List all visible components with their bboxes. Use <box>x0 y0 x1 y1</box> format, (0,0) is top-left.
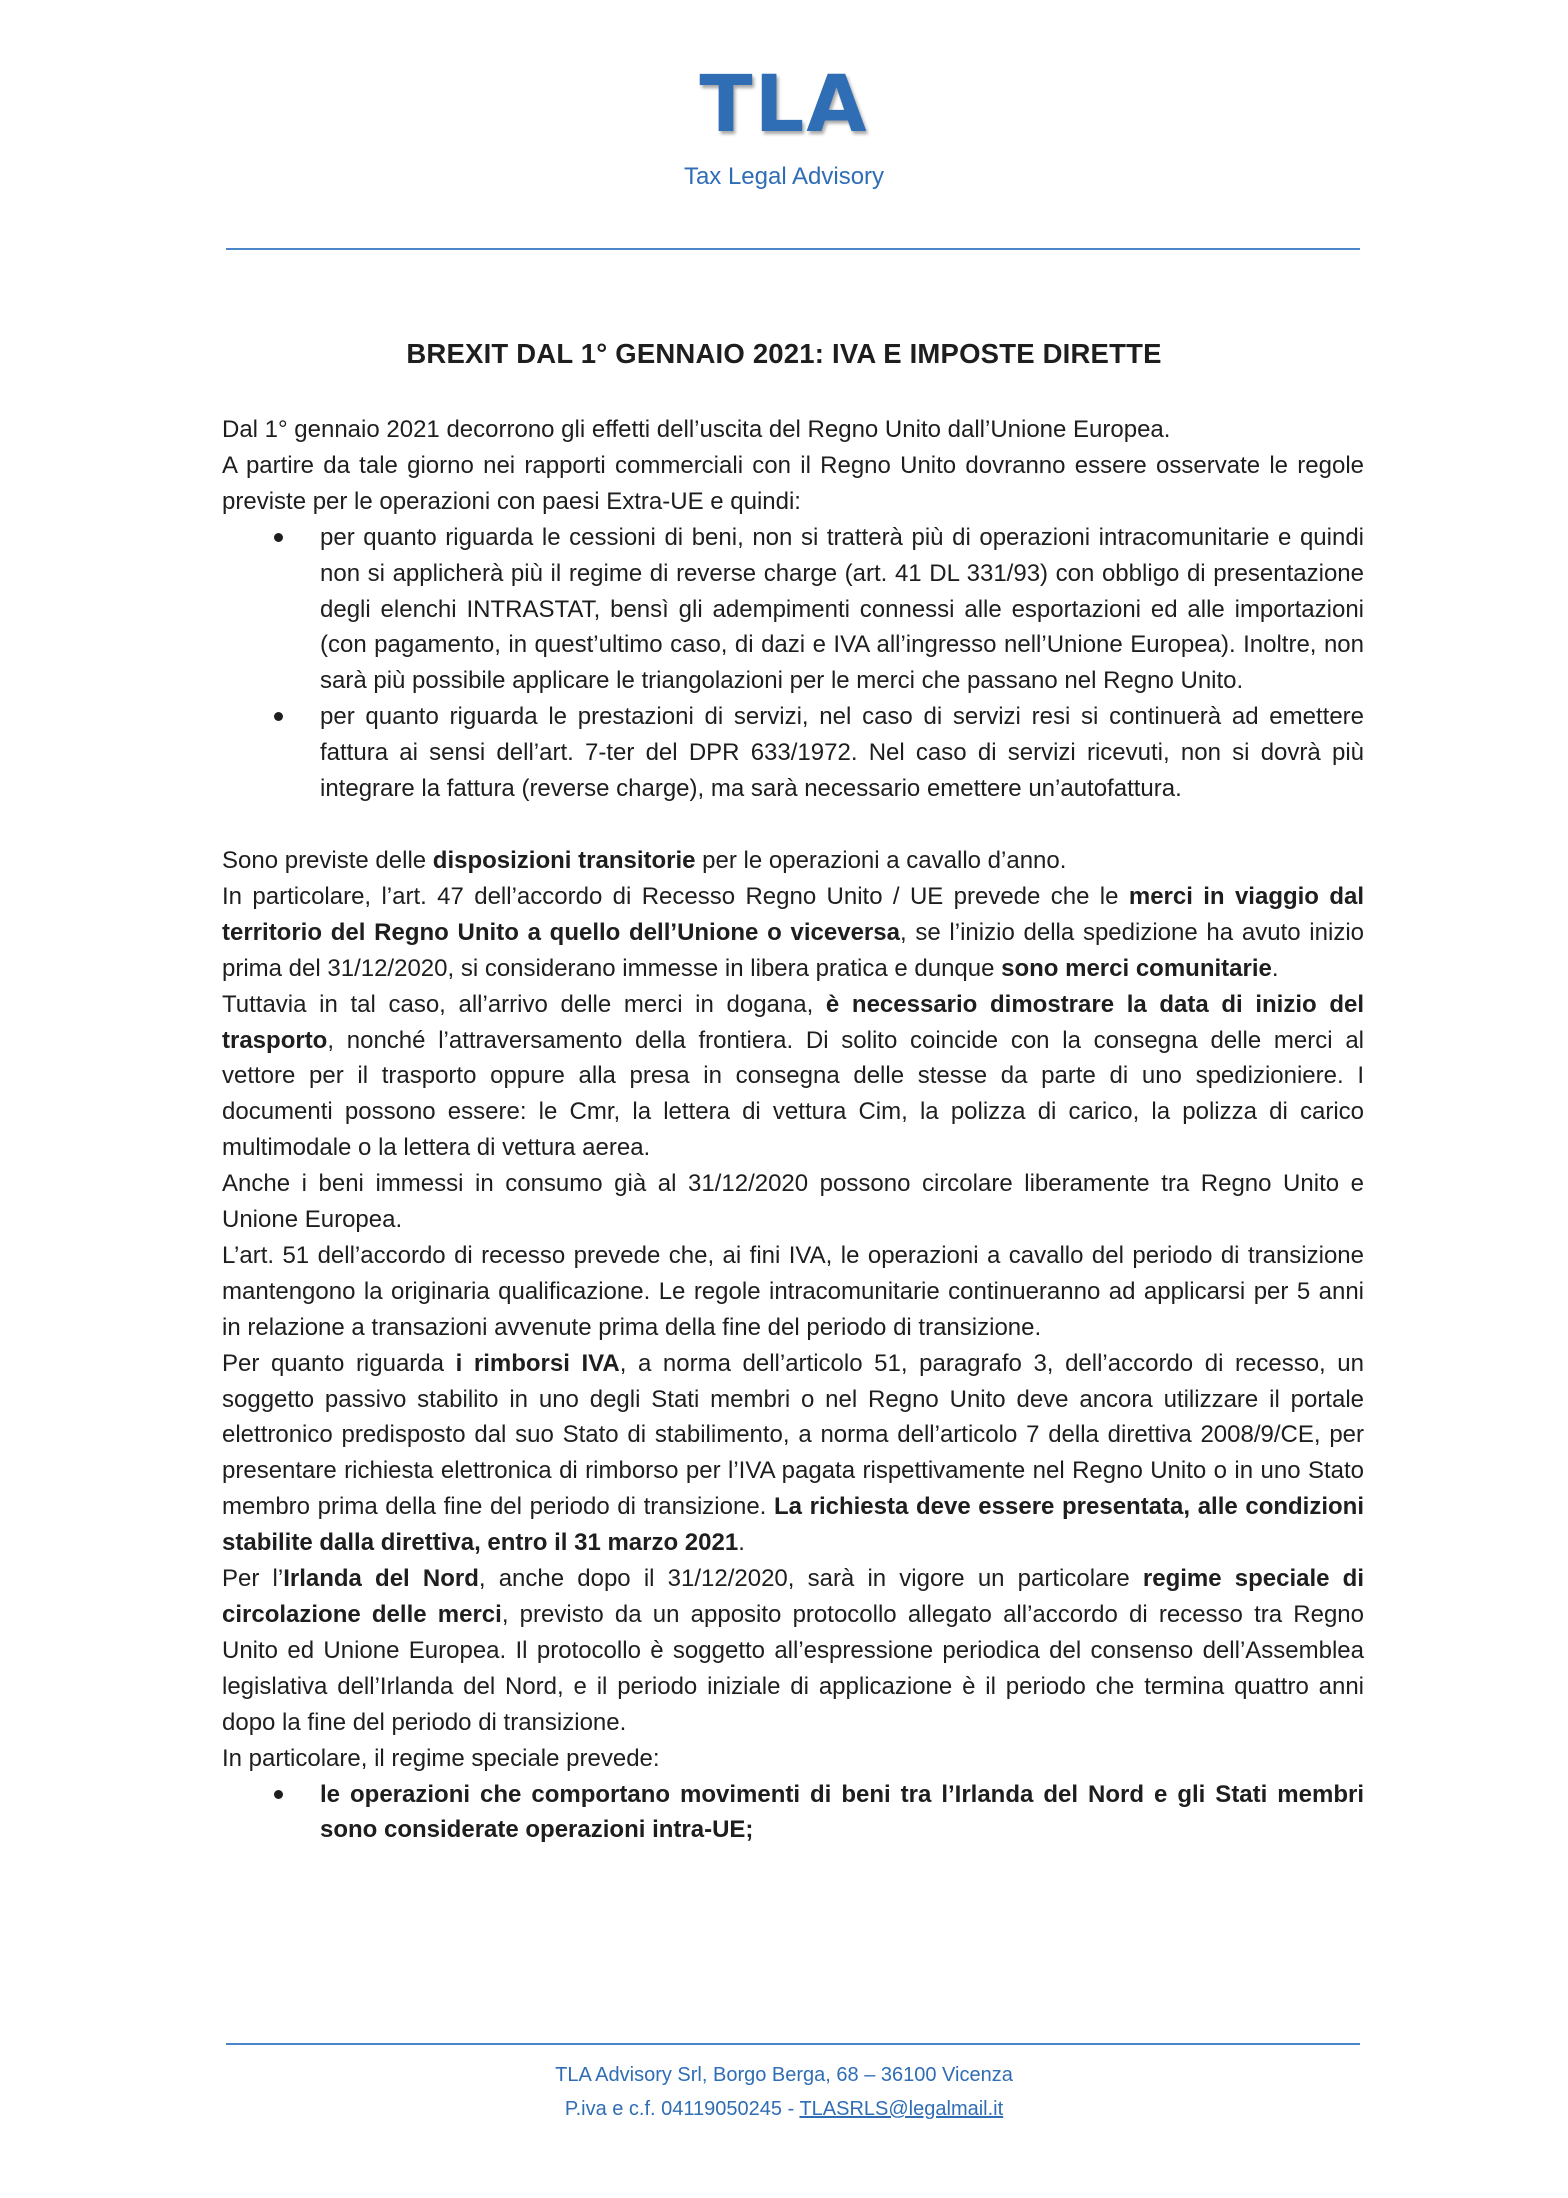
document-title: BREXIT DAL 1° GENNAIO 2021: IVA E IMPOSTE DIRETTE <box>406 338 1162 369</box>
paragraph-gap <box>222 807 1364 843</box>
paragraph: A partire da tale giorno nei rapporti commerciali con il Regno Unito dovranno essere osservate le regole previste per le operazioni con paesi Extra-UE e quindi: <box>222 451 1364 515</box>
text-run: per le operazioni a cavallo d’anno. <box>695 846 1067 874</box>
text-run: . <box>738 1529 745 1557</box>
paragraph <box>222 843 1364 879</box>
paragraph <box>222 879 1364 987</box>
footer-email-link[interactable]: TLASRLS@legalmail.it <box>799 2098 1004 2120</box>
list-item-text: le operazioni che comportano movimenti di beni tra l’Irlanda del Nord e gli Stati membri sono considerate operazioni intra-UE; <box>320 1780 1364 1844</box>
paragraph: Anche i beni immessi in consumo già al 31/12/2020 possono circolare liberamente tra Regno Unito e Unione Europea. <box>222 1170 1364 1234</box>
text-run: Per quanto riguarda <box>222 1349 456 1377</box>
footer-tax-info <box>0 2092 1568 2126</box>
bullet-list <box>222 520 1364 807</box>
text-run: , a norma dell’articolo 51, paragrafo 3, dell’accordo di recesso, un soggetto passivo stabilito in uno degli Stati membri o nel Regno Unito deve ancora utilizzare il portale elettronico predisposto dal suo Stato di stabilimento, a norma dell’articolo 7 della direttiva 2008/9/CE, per presentare richiesta elettronica di rimborso per l’IVA pagata rispettivamente nel Regno Unito o in uno Stato membro prima della fine del periodo di transizione. <box>222 1349 1364 1521</box>
bold-text: La richiesta deve essere presentata, alle condizioni stabilite dalla direttiva, entro il 31 marzo 2021 <box>222 1493 1365 1557</box>
list-item <box>222 520 1364 700</box>
bullet-icon <box>274 1790 283 1799</box>
document-body <box>222 412 1364 1848</box>
header-divider <box>226 248 1360 250</box>
text-run: , se l’inizio della spedizione ha avuto inizio prima del 31/12/2020, si considerano immesse in libera pratica e dunque <box>222 918 1364 982</box>
list-item-text: per quanto riguarda le prestazioni di servizi, nel caso di servizi resi si continuerà ad emettere fattura ai sensi dell’art. 7-ter del DPR 633/1972. Nel caso di servizi ricevuti, non si dovrà più integrare la fattura (reverse charge), ma sarà necessario emettere un’autofattura. <box>320 703 1364 803</box>
paragraph: Dal 1° gennaio 2021 decorrono gli effetti dell’uscita del Regno Unito dall’Unione Europea. <box>222 416 1171 443</box>
text-run: Tuttavia in tal caso, all’arrivo delle merci in dogana, <box>222 990 826 1018</box>
bullet-icon <box>274 533 283 542</box>
text-run: Per l’ <box>222 1565 284 1593</box>
paragraph <box>222 1346 1364 1561</box>
paragraph: L’art. 51 dell’accordo di recesso prevede che, ai fini IVA, le operazioni a cavallo del periodo di transizione mantengono la originaria qualificazione. Le regole intracomunitarie continueranno ad applicarsi per 5 anni in relazione a transazioni avvenute prima della fine del periodo di transizione. <box>222 1241 1364 1341</box>
bold-text: è necessario dimostrare la data di inizio del trasporto <box>222 990 1364 1054</box>
paragraph <box>222 987 1364 1167</box>
text-run: , anche dopo il 31/12/2020, sarà in vigore un particolare <box>478 1565 1143 1593</box>
paragraph <box>222 1561 1364 1741</box>
letterhead <box>0 60 1568 192</box>
text-run: In particolare, l’art. 47 dell’accordo di Recesso Regno Unito / UE prevede che le <box>222 882 1129 910</box>
bold-text: sono merci comunitarie <box>1001 954 1272 982</box>
list-item <box>222 1777 1364 1849</box>
bullet-list <box>222 1777 1364 1849</box>
text-run: , previsto da un apposito protocollo allegato all’accordo di recesso tra Regno Unito ed Unione Europea. Il protocollo è soggetto all’espressione periodica del consenso dell’Assemblea legislativa dell’Irlanda del Nord, e il periodo iniziale di applicazione è il periodo che termina quattro anni dopo la fine del periodo di transizione. <box>222 1601 1364 1736</box>
paragraph: In particolare, il regime speciale prevede: <box>222 1744 660 1772</box>
tla-logo: TLA <box>699 60 869 150</box>
bold-text: Irlanda del Nord <box>283 1565 479 1593</box>
text-run: , nonché l’attraversamento della frontiera. Di solito coincide con la consegna delle merci al vettore per il trasporto oppure alla presa in consegna delle stesse da parte di uno spedizioniere. I documenti possono essere: le Cmr, la lettera di vettura Cim, la polizza di carico, la polizza di carico multimodale o la lettera di vettura aerea. <box>222 1026 1364 1162</box>
bold-text: disposizioni transitorie <box>432 846 696 874</box>
bold-text: i rimborsi IVA <box>455 1349 620 1377</box>
list-item <box>222 699 1364 807</box>
footer <box>0 2058 1568 2126</box>
text-run: Sono previste delle <box>222 846 433 874</box>
list-item-text: per quanto riguarda le cessioni di beni, non si tratterà più di operazioni intracomunitarie e quindi non si applicherà più il regime di reverse charge (art. 41 DL 331/93) con obbligo di presentazione degli elenchi INTRASTAT, bensì gli adempimenti connessi alle esportazioni ed alle importazioni (con pagamento, in quest’ultimo caso, di dazi e IVA all’ingresso nell’Unione Europea). Inoltre, non sarà più possibile applicare le triangolazioni per le merci che passano nel Regno Unito. <box>320 523 1364 695</box>
bullet-icon <box>274 712 283 721</box>
bold-text: regime speciale di circolazione delle merci <box>222 1565 1364 1628</box>
footer-vat: P.iva e c.f. 04119050245 - <box>564 2098 800 2120</box>
tagline: Tax Legal Advisory <box>683 163 885 190</box>
footer-address: TLA Advisory Srl, Borgo Berga, 68 – 36100 Vicenza <box>555 2064 1013 2086</box>
text-run: . <box>1271 954 1279 982</box>
footer-divider <box>226 2043 1360 2045</box>
bold-text: merci in viaggio dal territorio del Regno Unito a quello dell’Unione o viceversa <box>222 882 1365 946</box>
